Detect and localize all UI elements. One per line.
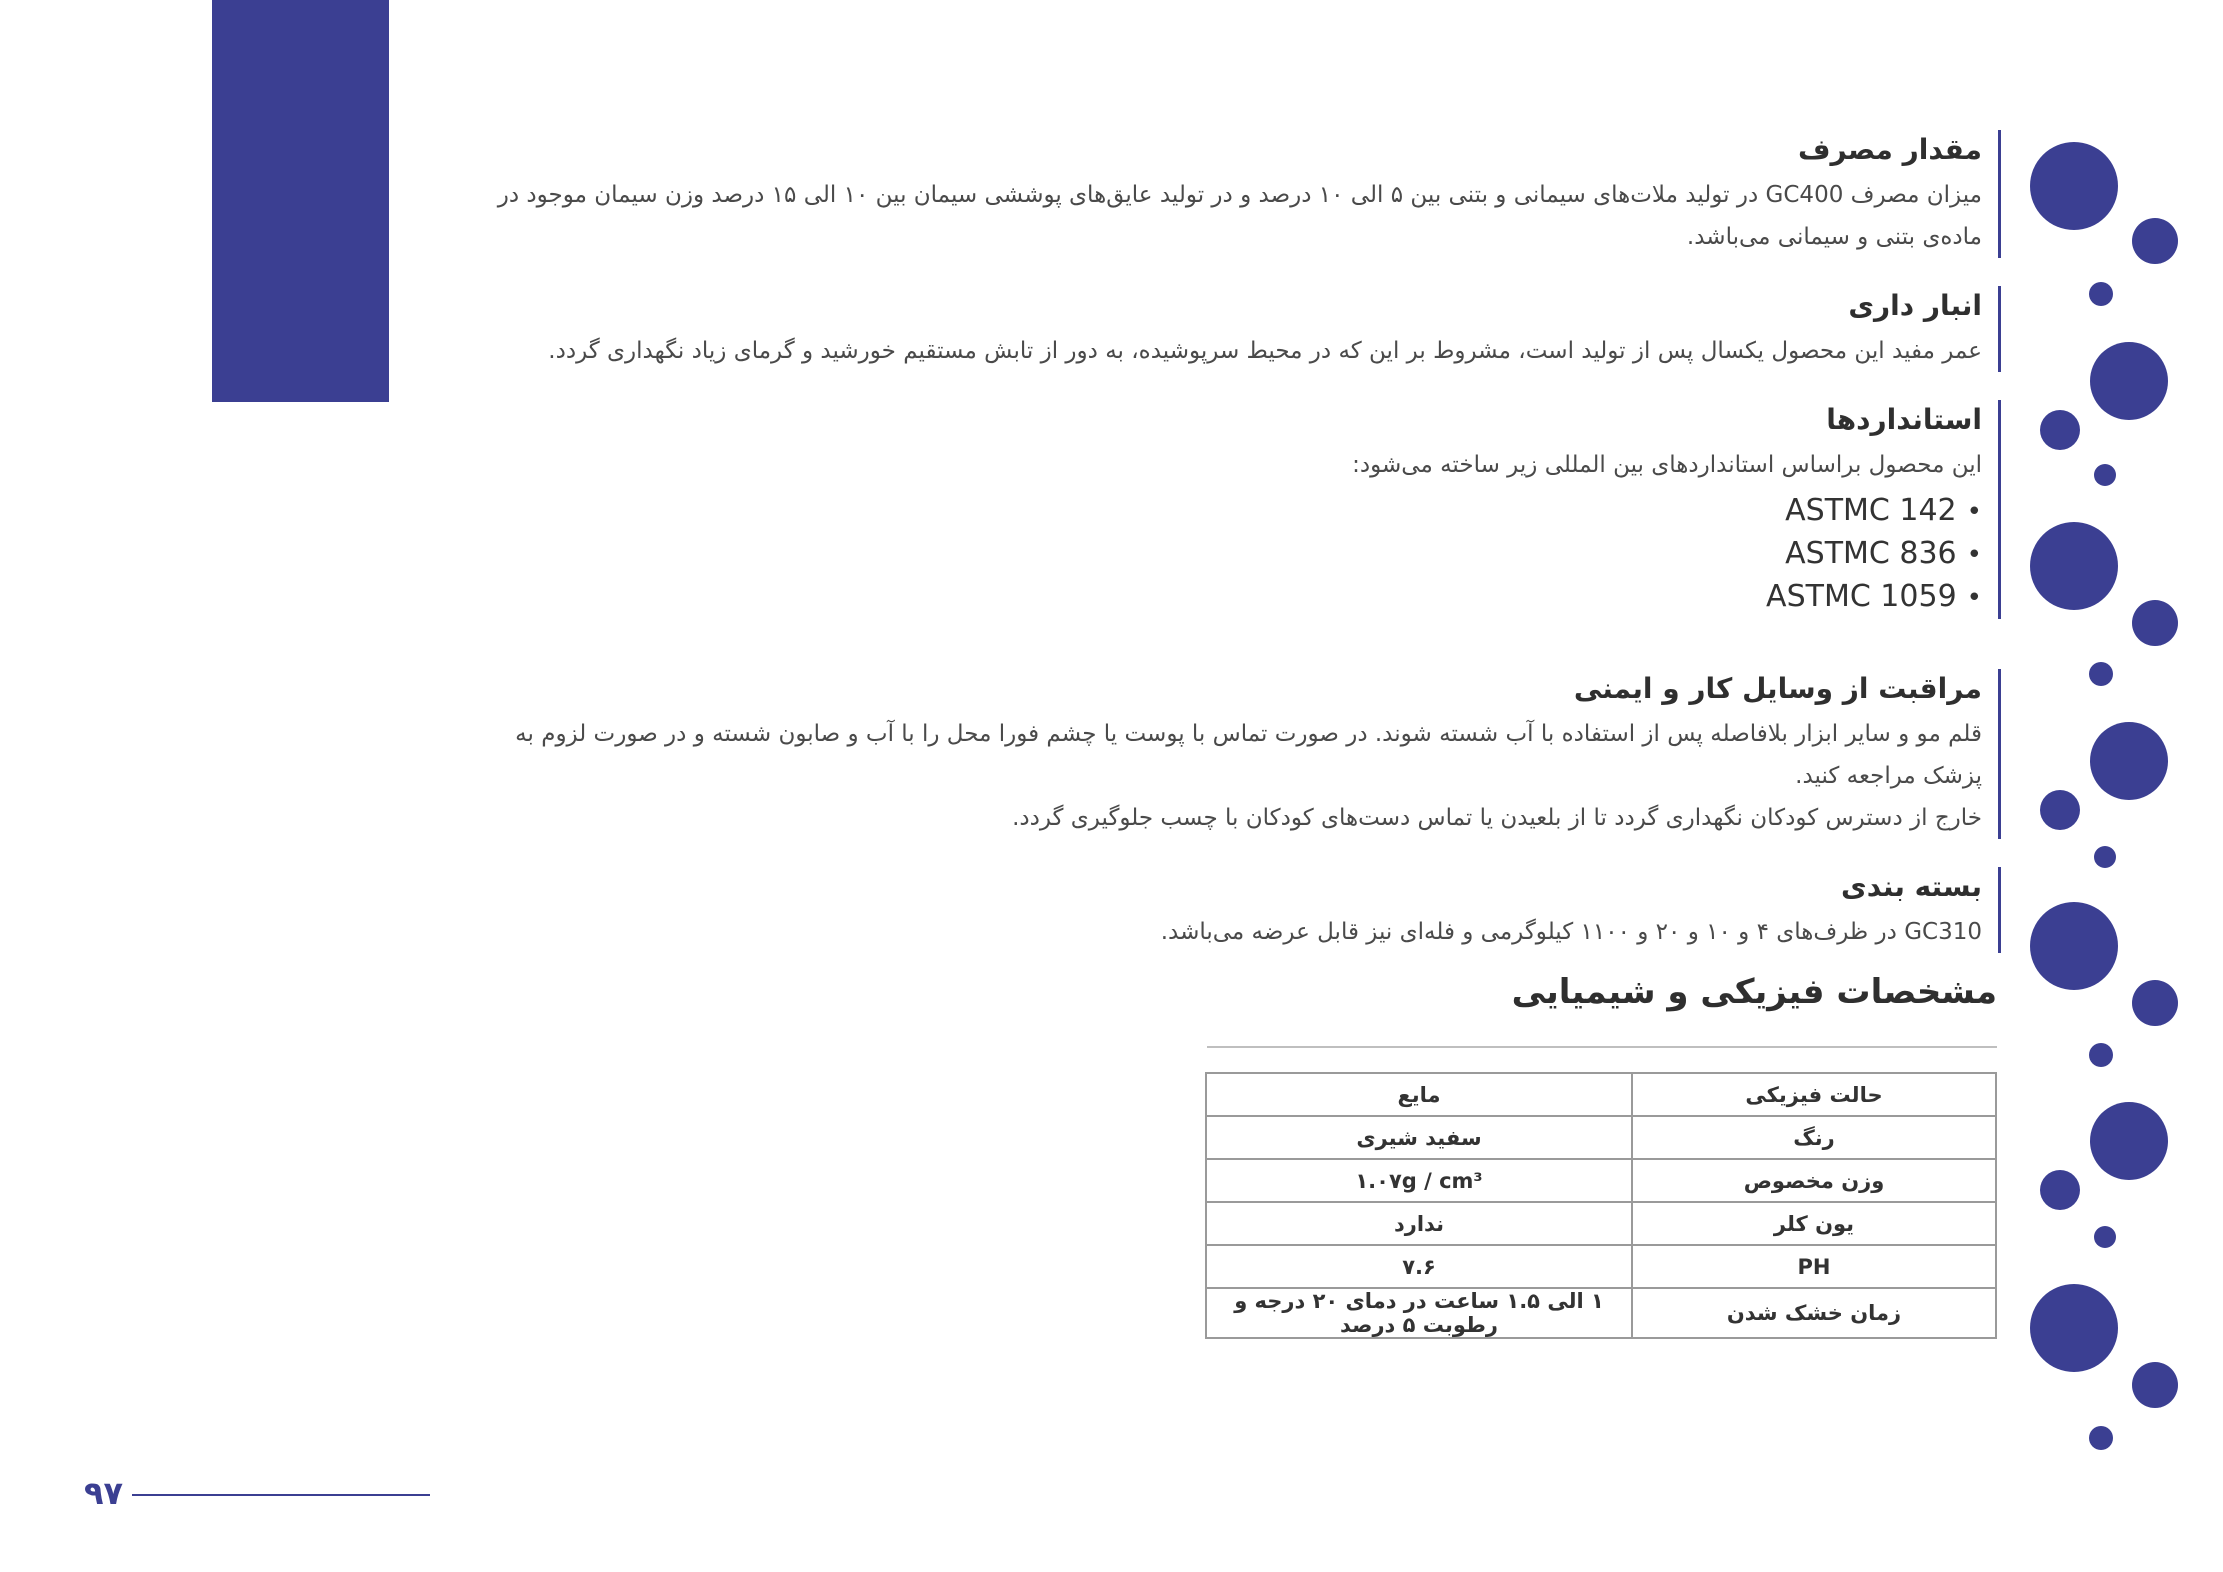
property-cell: رنگ bbox=[1632, 1116, 1996, 1159]
standards-list bbox=[470, 490, 1982, 619]
section-title: بسته بندی bbox=[1841, 870, 1982, 903]
bullet-icon: • bbox=[1966, 540, 1982, 570]
decorative-dot bbox=[2132, 218, 2178, 264]
decorative-dot bbox=[2094, 1226, 2116, 1248]
decorative-dot bbox=[2030, 1284, 2118, 1372]
section-standards bbox=[470, 400, 2001, 619]
property-cell: وزن مخصوص bbox=[1632, 1159, 1996, 1202]
table-row bbox=[1206, 1202, 1996, 1245]
accent-bar bbox=[212, 0, 389, 402]
decorative-dot bbox=[2040, 790, 2080, 830]
section-body: میزان مصرف GC400 در تولید ملات‌های سیمانی و بتنی بین ۵ الی ۱۰ درصد و در تولید عایق‌های پوششی سیمان بین ۱۰ الی ۱۵ درصد وزن سیمان موجود در ماده‌ی بتنی و سیمانی می‌باشد. bbox=[497, 182, 1982, 250]
decorative-dot bbox=[2132, 1362, 2178, 1408]
value-cell: ۷.۶ bbox=[1206, 1245, 1632, 1288]
section-title: انبار داری bbox=[1848, 289, 1982, 322]
table-row bbox=[1206, 1245, 1996, 1288]
decorative-dot bbox=[2132, 980, 2178, 1026]
list-item: ASTMC 1059 • bbox=[470, 576, 1982, 619]
decorative-dot bbox=[2040, 1170, 2080, 1210]
property-cell: زمان خشک شدن bbox=[1632, 1288, 1996, 1338]
value-cell: سفید شیری bbox=[1206, 1116, 1632, 1159]
decorative-dot bbox=[2089, 1043, 2113, 1067]
decorative-dot bbox=[2090, 342, 2168, 420]
decorative-dot bbox=[2089, 1426, 2113, 1450]
decorative-dot bbox=[2089, 662, 2113, 686]
divider bbox=[1207, 1046, 1997, 1048]
bullet-icon: • bbox=[1966, 583, 1982, 613]
section-body: عمر مفید این محصول یکسال پس از تولید است، مشروط بر این که در محیط سرپوشیده، به دور از تابش مستقیم خورشید و گرمای زیاد نگهداری گردد. bbox=[548, 338, 1982, 364]
properties-table bbox=[1205, 1072, 1997, 1339]
property-cell: PH bbox=[1632, 1245, 1996, 1288]
bullet-icon: • bbox=[1966, 497, 1982, 527]
decorative-dot bbox=[2030, 522, 2118, 610]
decorative-dot bbox=[2090, 722, 2168, 800]
decorative-dot bbox=[2094, 846, 2116, 868]
table-row bbox=[1206, 1159, 1996, 1202]
decorative-dot bbox=[2094, 464, 2116, 486]
table-row bbox=[1206, 1288, 1996, 1338]
section-title: مراقبت از وسایل کار و ایمنی bbox=[1573, 672, 1982, 705]
table-row bbox=[1206, 1073, 1996, 1116]
list-item: ASTMC 142 • bbox=[470, 490, 1982, 533]
value-cell: ندارد bbox=[1206, 1202, 1632, 1245]
value-cell: مایع bbox=[1206, 1073, 1632, 1116]
value-cell: ۱ الی ۱.۵ ساعت در دمای ۲۰ درجه و رطوبت ۵ درصد bbox=[1206, 1288, 1632, 1338]
page-number-rule bbox=[132, 1494, 430, 1496]
section-usage bbox=[470, 130, 2001, 258]
section-body: GC310 در ظرف‌های ۴ و ۱۰ و ۲۰ و ۱۱۰۰ کیلوگرمی و فله‌ای نیز قابل عرضه می‌باشد. bbox=[1160, 919, 1982, 945]
section-body: این محصول براساس استانداردهای بین المللی زیر ساخته می‌شود: bbox=[1352, 452, 1982, 478]
section-body: خارج از دسترس کودکان نگهداری گردد تا از بلعیدن یا تماس دست‌های کودکان با چسب جلوگیری گردد. bbox=[1012, 805, 1982, 831]
section-storage bbox=[470, 286, 2001, 372]
list-item: ASTMC 836 • bbox=[470, 533, 1982, 576]
section-body: قلم مو و سایر ابزار بلافاصله پس از استفاده با آب شسته شوند. در صورت تماس با پوست یا چشم فورا محل را با آب و صابون شسته و در صورت لزوم به پزشک مراجعه کنید. bbox=[515, 721, 1982, 789]
decorative-dot bbox=[2132, 600, 2178, 646]
section-title: استانداردها bbox=[1826, 403, 1982, 436]
main-content bbox=[470, 130, 2001, 981]
decorative-dot bbox=[2089, 282, 2113, 306]
decorative-dot bbox=[2030, 902, 2118, 990]
decorative-dot bbox=[2040, 410, 2080, 450]
section-title: مقدار مصرف bbox=[1798, 133, 1982, 166]
property-cell: یون کلر bbox=[1632, 1202, 1996, 1245]
physical-properties-title: مشخصات فیزیکی و شیمیایی bbox=[1511, 972, 1997, 1012]
decorative-dot bbox=[2030, 142, 2118, 230]
property-cell: حالت فیزیکی bbox=[1632, 1073, 1996, 1116]
decorative-dot bbox=[2090, 1102, 2168, 1180]
section-packaging bbox=[470, 867, 2001, 953]
table-row bbox=[1206, 1116, 1996, 1159]
value-cell: ۱.۰۷g / cm³ bbox=[1206, 1159, 1632, 1202]
page-number: ۹۷ bbox=[84, 1474, 124, 1512]
section-safety bbox=[470, 669, 2001, 839]
